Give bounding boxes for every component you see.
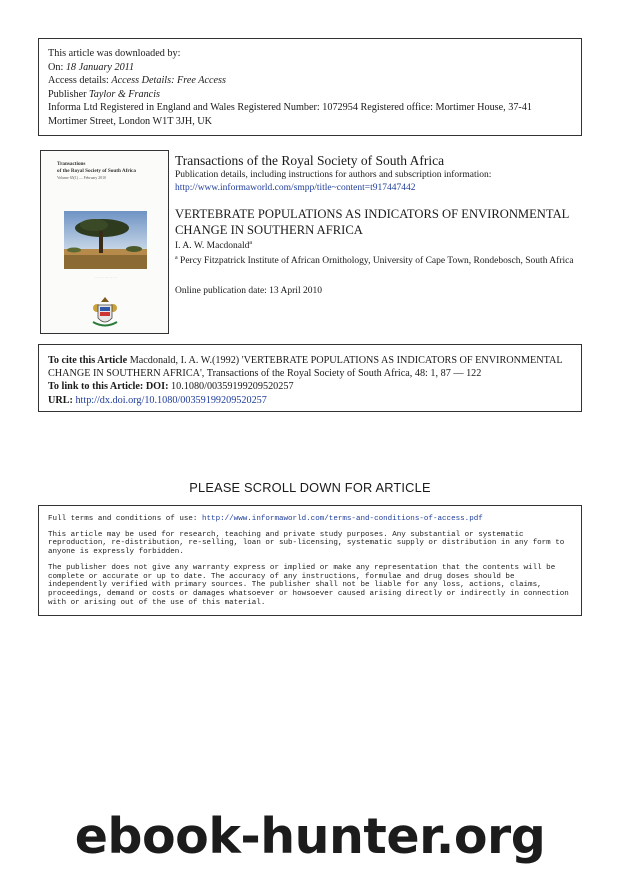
access-label: Access details: <box>48 75 112 87</box>
cover-title-line2: of the Royal Society of South Africa <box>57 167 136 174</box>
cover-title <box>57 161 136 175</box>
doi-label: To link to this Article: DOI: <box>48 381 169 393</box>
watermark: ebook-hunter.org <box>74 808 546 865</box>
on-label: On: <box>48 61 66 73</box>
publication-details: Publication details, including instructions for authors and subscription information: <box>175 170 492 180</box>
article-header <box>38 148 582 338</box>
download-info-box <box>38 38 582 136</box>
url-label: URL: <box>48 394 73 406</box>
article-details <box>175 148 580 296</box>
access-value: Access Details: Free Access <box>111 75 226 87</box>
publisher-label: Publisher <box>48 88 90 100</box>
journal-link[interactable]: http://www.informaworld.com/smpp/title~content=t917447442 <box>175 182 416 193</box>
doi-line <box>48 380 572 393</box>
terms-link[interactable]: http://www.informaworld.com/terms-and-conditions-of-access.pdf <box>201 515 483 523</box>
cite-label: To cite this Article <box>48 355 128 366</box>
author-name: I. A. W. Macdonald <box>175 241 250 252</box>
article-title: VERTEBRATE POPULATIONS AS INDICATORS OF ENVIRONMENTAL CHANGE IN SOUTHERN AFRICA <box>175 207 569 237</box>
download-line: This article was downloaded by: <box>48 48 181 59</box>
affiliation-text: Percy Fitzpatrick Institute of African Ornithology, University of Cape Town, Rondebosch, South Africa <box>177 256 574 267</box>
cover-title-line1: Transactions <box>57 161 86 167</box>
affiliation-superscript: a <box>175 255 178 262</box>
full-terms-label: Full terms and conditions of use: <box>48 515 202 523</box>
cite-text: Macdonald, I. A. W.(1992) 'VERTEBRATE POPULATIONS AS INDICATORS OF ENVIRONMENTAL CHANGE IN SOUTHERN AFRICA', Transactions of the Royal Society of South Africa, 48: 1, 87 — 122 <box>48 355 563 380</box>
cite-article <box>48 354 572 380</box>
download-date <box>48 61 572 75</box>
article-author <box>175 240 580 251</box>
cover-photo <box>64 211 147 269</box>
citation-box <box>38 344 582 412</box>
url-line <box>48 394 572 407</box>
cover-caption: · · · · · · · · · · · · · · <box>94 277 118 280</box>
online-publication-date: Online publication date: 13 April 2010 <box>175 285 322 296</box>
terms-box <box>38 505 582 616</box>
publisher-value: Taylor & Francis <box>89 88 160 100</box>
terms-paragraph-usage: This article may be used for research, teaching and private study purposes. Any substantial or systematic reproduction, re-distribution, re-selling, loan or sub-licensing, systematic supply or distribution in any form to anyone is expressly forbidden. <box>48 530 565 557</box>
access-details <box>48 74 572 88</box>
society-crest-icon <box>89 296 121 330</box>
author-affiliation <box>175 252 580 268</box>
doi-value: 10.1080/00359199209520257 <box>168 381 294 393</box>
on-value: 18 January 2011 <box>65 61 135 73</box>
author-superscript: a <box>249 240 253 246</box>
publisher <box>48 88 572 102</box>
full-terms <box>48 515 572 524</box>
terms-paragraph-disclaimer: The publisher does not give any warranty express or implied or make any representation that the contents will be complete or accurate or up to date. The accuracy of any instructions, formulae and drug doses should be independently verified with primary sources. The publisher shall not be liable for any loss, actions, claims, proceedings, demand or costs or damages whatsoever or howsoever caused arising directly or indirectly in connection with or arising out of the use of this material. <box>48 563 569 607</box>
scroll-notice: PLEASE SCROLL DOWN FOR ARTICLE <box>189 480 431 495</box>
doi-link[interactable]: http://dx.doi.org/10.1080/00359199209520257 <box>72 394 267 406</box>
journal-title: Transactions of the Royal Society of South Africa <box>175 153 445 168</box>
registration-info: Informa Ltd Registered in England and Wales Registered Number: 1072954 Registered office: Mortimer House, 37-41 Mortimer Street, London W1T 3JH, UK <box>48 102 533 127</box>
journal-cover <box>40 150 169 334</box>
cover-volume: Volume 65(1) — February 2010 <box>57 176 106 180</box>
